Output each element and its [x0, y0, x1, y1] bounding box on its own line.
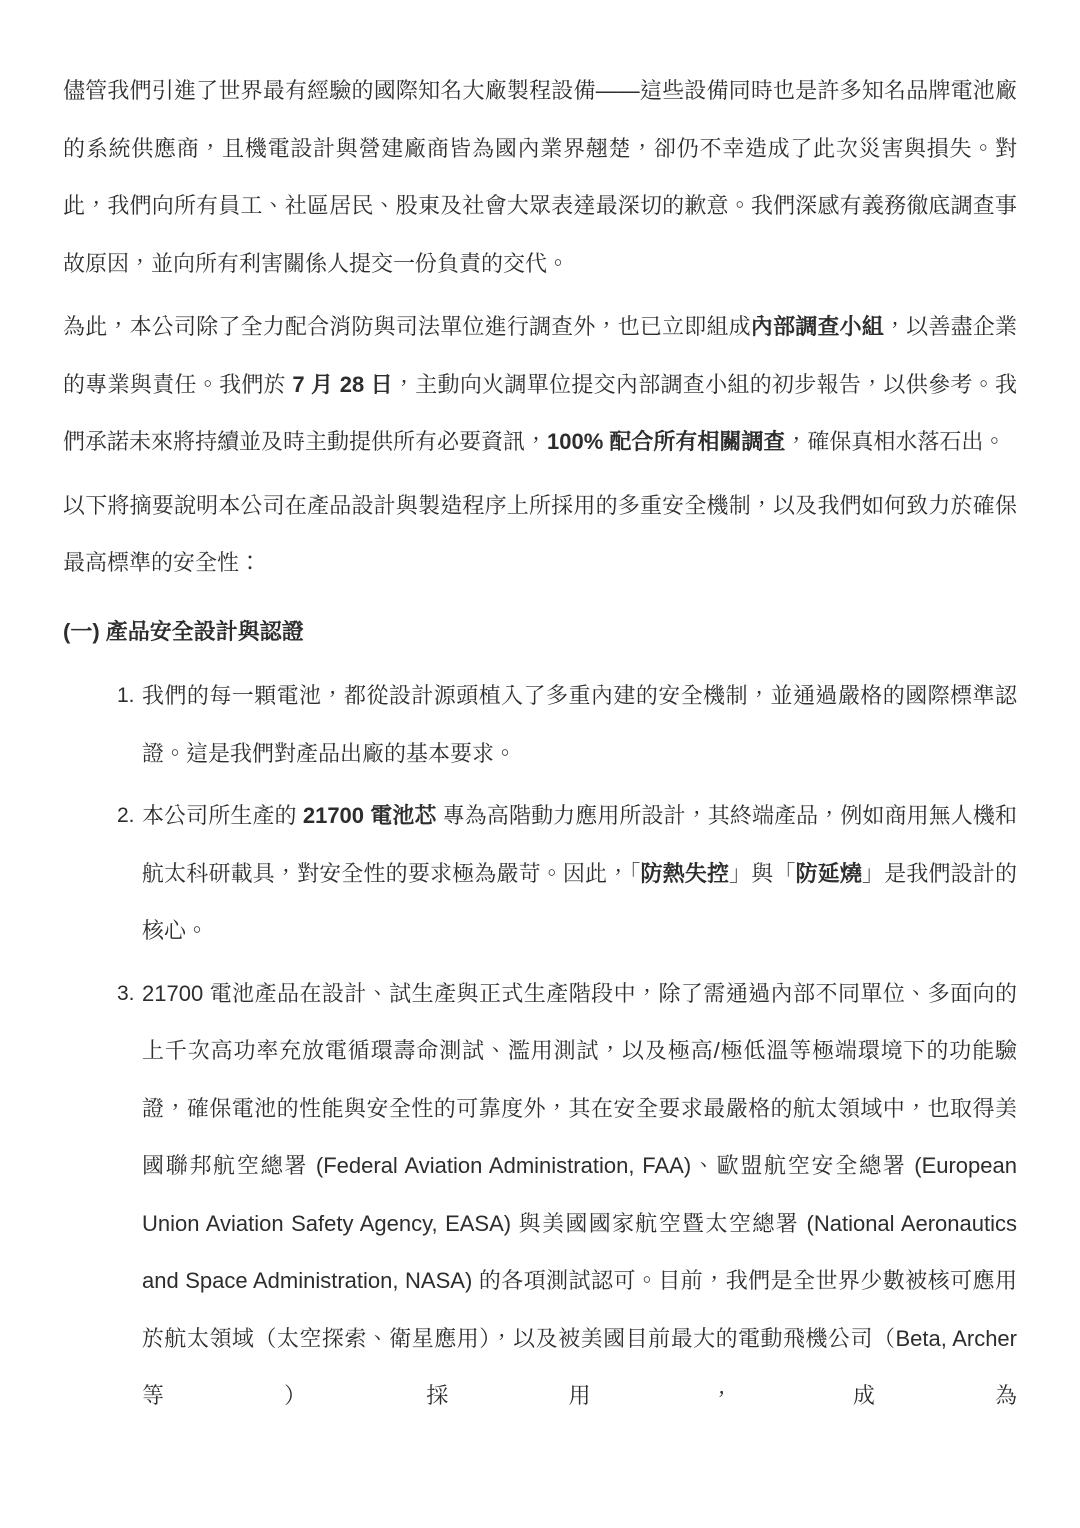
- list-item-3: [63, 965, 1017, 1425]
- list-item-1: [63, 667, 1017, 782]
- heading-text: (一) 產品安全設計與認證: [63, 618, 304, 644]
- text-run: 21700 電池產品在設計、試生產與正式生產階段中，除了需通過內部不同單位、多面向的上千次高功率充放電循環壽命測試、濫用測試，以及極高/極低溫等極端環境下的功能驗證，確保電池的性能與安全性的可靠度外，其在安全要求最嚴格的航太領域中，也取得美國聯邦航空總署 (Federal Aviation Administration, FAA)、歐盟航空安全總署 (European Union Aviation Safety Agency, EASA) 與美國國家航空暨太空總署 (National Aeronautics and Space Administration, NASA) 的各項測試認可。目前，我們是全世界少數被核可應用於航太領域（太空探索、衛星應用），以及被美國目前最大的電動飛機公司（Beta, Archer 等）採用，成為: [142, 980, 1017, 1408]
- text-run: 為此，本公司除了全力配合消防與司法單位進行調查外，也已立即組成: [63, 314, 751, 339]
- list-marker: 2.: [117, 804, 135, 827]
- list-item-text: [142, 965, 1017, 1425]
- paragraph-investigation: [63, 298, 1017, 471]
- paragraph-apology: [63, 62, 1017, 292]
- list-item-text: [142, 667, 1017, 782]
- text-run-bold: 內部調查小組: [750, 314, 885, 339]
- list-item-text: [142, 787, 1017, 960]
- text-run: 專為高階動力應用所設計，其終端產品，例如商用無人機和航太科研載具，對安全性的要求極為嚴苛。因此，「: [142, 803, 1017, 886]
- list-marker: 1.: [117, 684, 135, 707]
- text-run: 」與「: [729, 860, 796, 886]
- text-run: 儘管我們引進了世界最有經驗的國際知名大廠製程設備——這些設備同時也是許多知名品牌電池廠的系統供應商，且機電設計與營建廠商皆為國內業界翹楚，卻仍不幸造成了此次災害與損失。對此，我們向所有員工、社區居民、股東及社會大眾表達最深切的歉意。我們深感有義務徹底調查事故原因，並向所有利害關係人提交一份負責的交代。: [63, 78, 1017, 276]
- text-run-bold: 100% 配合所有相關調查: [547, 429, 786, 454]
- text-run: ，以善盡企業的專業與責任。我們於: [63, 314, 1017, 397]
- text-run-bold: 7 月 28 日: [292, 371, 393, 397]
- section-heading-product-safety: [63, 603, 1017, 661]
- numbered-list: [63, 667, 1017, 1425]
- text-run: 我們的每一顆電池，都從設計源頭植入了多重內建的安全機制，並通過嚴格的國際標準認證。這是我們對產品出廠的基本要求。: [142, 683, 1017, 766]
- text-run: 以下將摘要說明本公司在產品設計與製造程序上所採用的多重安全機制，以及我們如何致力於確保最高標準的安全性：: [63, 492, 1017, 575]
- paragraph-summary-intro: [63, 477, 1017, 592]
- text-run-bold: 21700 電池芯: [302, 803, 437, 828]
- text-run: 」是我們設計的核心。: [142, 860, 1017, 943]
- text-run-bold: 防延燒: [795, 860, 863, 886]
- text-run-bold: 防熱失控: [640, 860, 730, 886]
- list-item-2: [63, 787, 1017, 960]
- text-run: 本公司所生產的: [142, 803, 303, 828]
- text-run: ，確保真相水落石出。: [785, 429, 1006, 454]
- text-run: ，主動向火調單位提交內部調查小組的初步報告，以供參考。我們承諾未來將持續並及時主動提供所有必要資訊，: [63, 371, 1017, 454]
- list-marker: 3.: [117, 981, 135, 1005]
